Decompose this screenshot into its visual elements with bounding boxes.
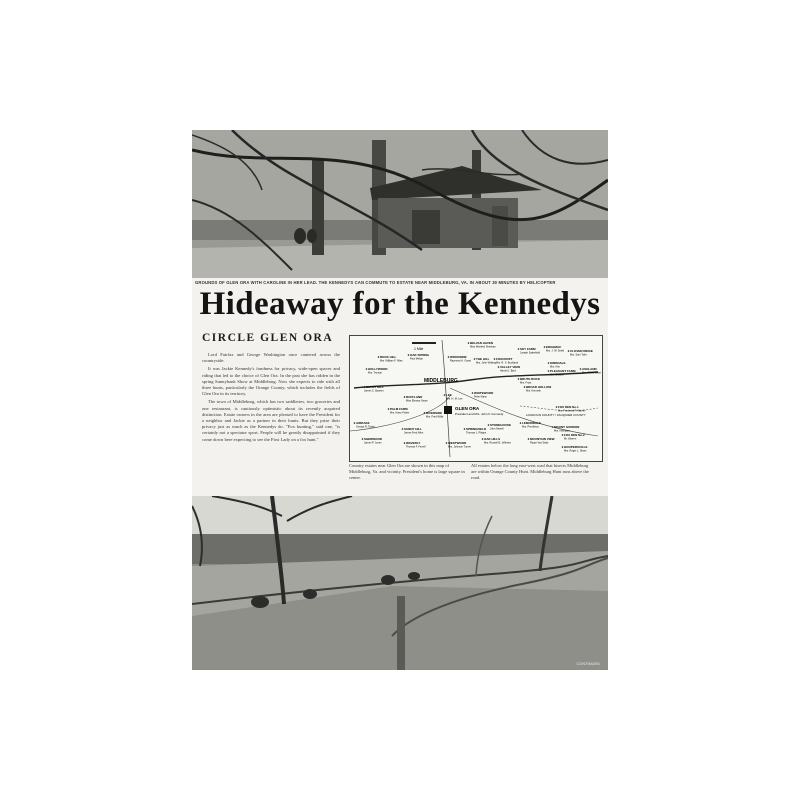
- map-estate-name: KIRKDALE: [550, 361, 566, 365]
- map-estate-name: BELVAN HAVEN: [470, 341, 494, 345]
- map-estate-owner: Mr. Warren: [564, 437, 577, 441]
- map-estate-owner: Joseph Satterfield: [520, 351, 541, 355]
- map-estate-name: ROCK HILL: [380, 355, 397, 359]
- map-estate-name: WESTWOOD: [448, 441, 467, 445]
- map-estate-owner: Paul Mellon: [410, 357, 424, 361]
- map-estate-name: HOLLYWOOD: [368, 367, 388, 371]
- map-estate-owner: Roger Van Slyke: [530, 441, 549, 445]
- map-estate-name: WHITEWOOD: [474, 391, 494, 395]
- magazine-page: [192, 130, 608, 670]
- map-estate-owner: Peter Mann: [474, 395, 487, 399]
- map-estate-owner: Mrs. H. M. Lee: [446, 397, 463, 401]
- map-estate-name: FOX DEN No.2: [564, 433, 585, 437]
- glen-ora-square: [444, 406, 452, 414]
- map-estate-name: WOODSIDE: [450, 355, 467, 359]
- map-scale-bar: [412, 342, 436, 344]
- map-estate-owner: James Fred Allen: [404, 431, 424, 435]
- top-photo-glen-ora-grounds: [192, 130, 608, 278]
- map-estate-name: EDGEMAC: [546, 345, 562, 349]
- map-center-label: GLEN ORA: [455, 406, 480, 411]
- map-estate-name: LEMONDALE: [522, 421, 541, 425]
- continued-folio: CONTINUED: [576, 661, 600, 666]
- map-estate-owner: James C. Bowers: [364, 389, 384, 393]
- map-estate-owner: Mrs. Hampton: [554, 429, 570, 433]
- body-paragraph: The town of Middleburg, which has two saddleries, two groceries and one restaurant, is cautiously optimistic about its recently acquired distinction. Estate owners in the area are pleased to have the President for a neighbor and Jackie as a partner in their hunts. But they prize their privacy just as much as the Kennedys do. "Fox hunting," said one, "is certainly not a spectator sport. People will be greatly disappointed if they come down here expecting to see the First Lady on a fox hunt.": [202, 399, 340, 442]
- map-estate-owner: Mrs. Roger L. Sloan: [564, 449, 587, 453]
- map-estate-name: OAK SPRING: [410, 353, 430, 357]
- map-estate-owner: Mrs. Truman: [368, 371, 383, 375]
- bottom-photo-riders: [192, 496, 608, 670]
- map-estate-owner: Mrs. Kirk: [550, 365, 560, 369]
- map-estate-name: SKY FARM: [520, 347, 536, 351]
- estate-labels: [354, 341, 601, 453]
- map-estate-name: RIVERSIDE: [426, 411, 443, 415]
- map-scale-label: 1 Mile: [414, 347, 424, 351]
- map-estate-owner: Mrs. Frost: [520, 381, 532, 385]
- map-estate-owner: Mrs. Fred Willis: [426, 415, 444, 419]
- map-estate-owner: Mrs. R. S. Buckland: [496, 361, 519, 365]
- map-estate-owner: Mrs. Johnson Turner: [448, 445, 471, 449]
- article-body: [202, 352, 340, 445]
- map-estate-name: RUFFLAND: [406, 395, 423, 399]
- subhead: CIRCLE GLEN ORA: [202, 332, 334, 344]
- map-estate-owner: Mrs. John Whiting: [476, 361, 497, 365]
- map-estate-owner: Mrs. Kenneth: [526, 389, 541, 393]
- map-estate-name: CLOVER RIDGE: [570, 349, 593, 353]
- map-estate-name: PALM FARM: [390, 407, 408, 411]
- body-paragraph: It was Jackie Kennedy's fondness for privacy, wide-open spaces and riding that led to the choice of Glen Ora. In the past she has ridden in the spring Sunnybank Show at Middleburg. Now she expects to ride with all three hunts, particularly the Orange County, which includes the fields of Glen Ora in its territory.: [202, 366, 340, 397]
- map-estate-name: BRUTE ROCK: [520, 377, 540, 381]
- map-estate-name: BROAD HOLLOW: [526, 385, 552, 389]
- map-estate-name: PLEASANT FARM: [550, 369, 576, 373]
- map-estate-name: STONEHOUSE: [490, 423, 511, 427]
- estate-map: [349, 335, 603, 462]
- map-estate-name: WAVERLY: [406, 441, 421, 445]
- map-estate-name: SHERWOOD: [364, 437, 382, 441]
- map-estate-owner: Thomas F. Ferrell: [406, 445, 426, 449]
- map-caption-left: Country estates near Glen Ora are shown in this map of Middleburg, Va. and vicinity. President's home is large square in center.: [349, 463, 465, 480]
- headline: Hideaway for the Kennedys: [199, 286, 601, 322]
- map-caption-right: All estates below the long east-west road that bisects Middleburg are within Orange County Hunt. Middleburg Hunt runs above the road.: [471, 463, 589, 480]
- body-paragraph: Lord Fairfax and George Washington once cantered across the countryside.: [202, 352, 340, 364]
- estate-map-drawing: [350, 336, 602, 461]
- map-estate-owner: Harold J. Byrd: [500, 369, 516, 373]
- map-estate-owner: Mrs. Frederick P. Warren: [558, 409, 586, 413]
- map-estate-name: OAK HILLS: [484, 437, 501, 441]
- map-estate-name: MOUNTAIN VIEW: [530, 437, 555, 441]
- map-estate-owner: George R. Taylor: [356, 425, 375, 429]
- map-estate-name: AIRDAKE: [356, 421, 370, 425]
- map-estate-owner: Mrs. Sam Tyler: [570, 353, 587, 357]
- map-estate-name: SPRINGFIELD: [466, 427, 487, 431]
- map-estate-name: MOUNT GORDON: [554, 425, 580, 429]
- map-estate-owner: Miss Eleanor Sears: [406, 399, 428, 403]
- map-estate-owner: Mrs. William F. Niles: [380, 359, 403, 363]
- map-estate-owner: Thomas L. Phipps: [466, 431, 487, 435]
- map-town-label: MIDDLEBURG: [424, 378, 458, 384]
- map-estate-owner: Mrs. Alfred Grant: [582, 371, 601, 375]
- map-estate-name: THE HILL: [476, 357, 490, 361]
- map-center-owner: President and Mrs. John F. Kennedy: [455, 412, 504, 416]
- map-estate-name: VALLEY VIEW: [500, 365, 521, 369]
- map-estate-owner: Mrs. Bayard: [550, 373, 564, 377]
- map-estate-name: SUNNY HILL: [404, 427, 422, 431]
- map-estate-name: LOCUST HILL: [364, 385, 384, 389]
- map-estate-owner: Mrs. Pendleton: [522, 425, 539, 429]
- map-county-line-label: LOUDOUN COUNTY / FAUQUIER COUNTY: [526, 413, 586, 417]
- map-estate-owner: James P. Jones: [364, 441, 382, 445]
- map-estate-name: FOX DEN No.1: [558, 405, 579, 409]
- map-estate-name: FOXCROFT: [496, 357, 513, 361]
- map-estate-owner: John Newell: [490, 427, 504, 431]
- top-photo-caption: GROUNDS OF GLEN ORA WITH CAROLINE IN HER LEAD. THE KENNEDYS CAN COMMUTE TO ESTATE NEAR MIDDLEBURG, VA. IN ABOUT 30 MINUTES BY HELICOPTER: [195, 280, 556, 285]
- map-estate-name: HOOPERSVILLE: [564, 445, 588, 449]
- map-estate-owner: Mrs. Russell B. Jefferies: [484, 441, 511, 445]
- map-estate-owner: Mrs. J. W. Smith: [546, 349, 565, 353]
- map-estate-owner: Raymond A. Guest: [450, 359, 471, 363]
- map-estate-owner: Mrs. Harry Fisher: [390, 411, 410, 415]
- map-estate-name: ASHLAND: [582, 367, 597, 371]
- map-estate-name: LEE: [446, 393, 452, 397]
- map-estate-owner: Miss Winifred Sheehan: [470, 345, 496, 349]
